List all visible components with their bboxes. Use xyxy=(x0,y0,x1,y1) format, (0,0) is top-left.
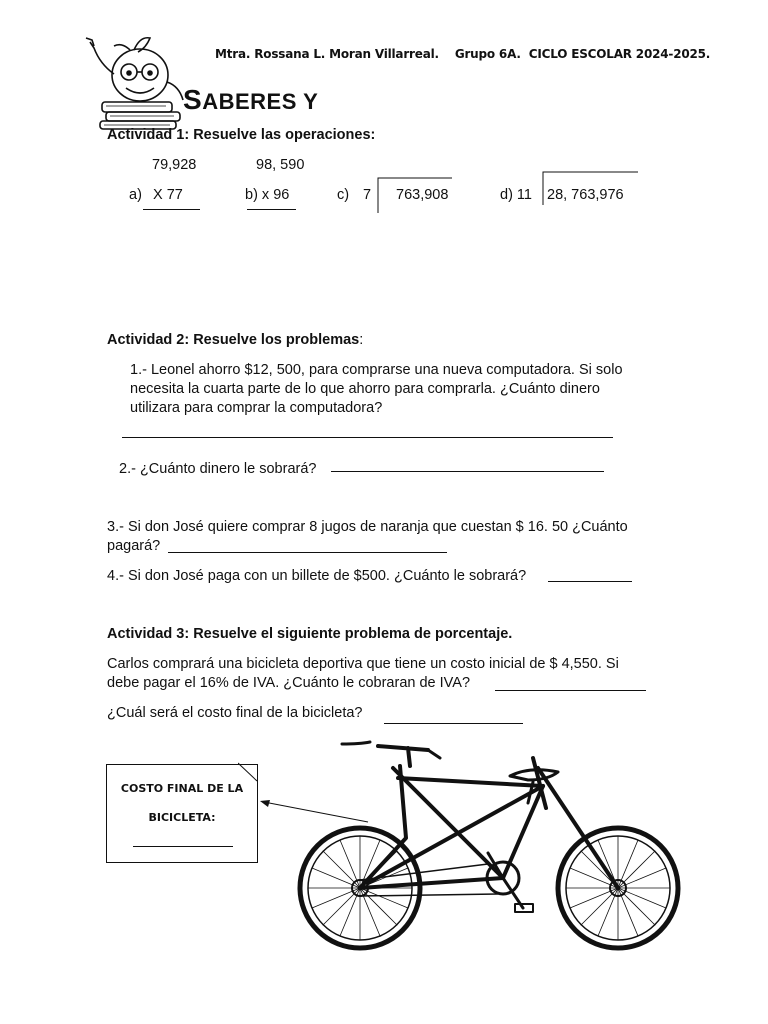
problem-3-line2: pagará? xyxy=(107,538,161,554)
final-cost-box-answer-line[interactable] xyxy=(133,846,233,847)
bicycle-icon xyxy=(288,728,698,952)
final-cost-box-line2: BICICLETA: xyxy=(148,811,216,824)
final-cost-question: ¿Cuál será el costo final de la bicicleta? xyxy=(107,705,363,721)
op-c-divisor: 7 xyxy=(363,187,372,203)
op-d-dividend: 28, 763,976 xyxy=(547,187,624,203)
problem-3-line1: 3.- Si don José quiere comprar 8 jugos de naranja que cuestan $ 16. 50 ¿Cuánto xyxy=(107,519,628,535)
op-b-line xyxy=(247,209,296,210)
op-c-label: c) xyxy=(337,187,350,203)
op-a-multiplier: X 77 xyxy=(153,187,183,203)
op-c-dividend: 763,908 xyxy=(396,187,449,203)
answer-line-3[interactable] xyxy=(168,552,447,553)
answer-line-2[interactable] xyxy=(331,471,604,472)
percent-problem-line2: debe pagar el 16% de IVA. ¿Cuánto le cobraran de IVA? xyxy=(107,675,471,691)
activity2-heading: Actividad 2: Resuelve los problemas: xyxy=(107,332,364,348)
percent-problem-line1: Carlos comprará una bicicleta deportiva que tiene un costo inicial de $ 4,550. Si xyxy=(107,656,619,672)
activity1-heading: Actividad 1: Resuelve las operaciones: xyxy=(107,127,376,143)
op-b-label: b) x 96 xyxy=(245,187,290,203)
answer-line-4[interactable] xyxy=(548,581,632,582)
problem-1: 1.- Leonel ahorro $12, 500, para comprarse una nueva computadora. Si solo necesita la cuarta parte de lo que ahorro para comprarla. ¿Cuánto dinero utilizara para comprar la computadora? xyxy=(130,362,623,416)
box-corner-fold xyxy=(238,760,260,782)
op-a-line xyxy=(143,209,200,210)
answer-line-iva[interactable] xyxy=(495,690,646,691)
op-d-label: d) 11 xyxy=(500,187,532,203)
problem-2: 2.- ¿Cuánto dinero le sobrará? xyxy=(119,461,317,477)
page-title: SABERES Y xyxy=(183,84,319,115)
answer-line-1[interactable] xyxy=(122,437,613,438)
activity3-heading: Actividad 3: Resuelve el siguiente problema de porcentaje. xyxy=(107,626,513,642)
op-a-top: 79,928 xyxy=(152,157,197,173)
problem-4: 4.- Si don José paga con un billete de $500. ¿Cuánto le sobrará? xyxy=(107,568,527,584)
answer-line-final-cost[interactable] xyxy=(384,723,523,724)
final-cost-box xyxy=(106,764,258,863)
header-info: Mtra. Rossana L. Moran Villarreal. Grupo 6A. CICLO ESCOLAR 2024-2025. xyxy=(215,47,711,61)
op-a-label: a) xyxy=(129,187,142,203)
op-b-top: 98, 590 xyxy=(256,157,305,173)
final-cost-box-line1: COSTO FINAL DE LA xyxy=(120,782,244,795)
